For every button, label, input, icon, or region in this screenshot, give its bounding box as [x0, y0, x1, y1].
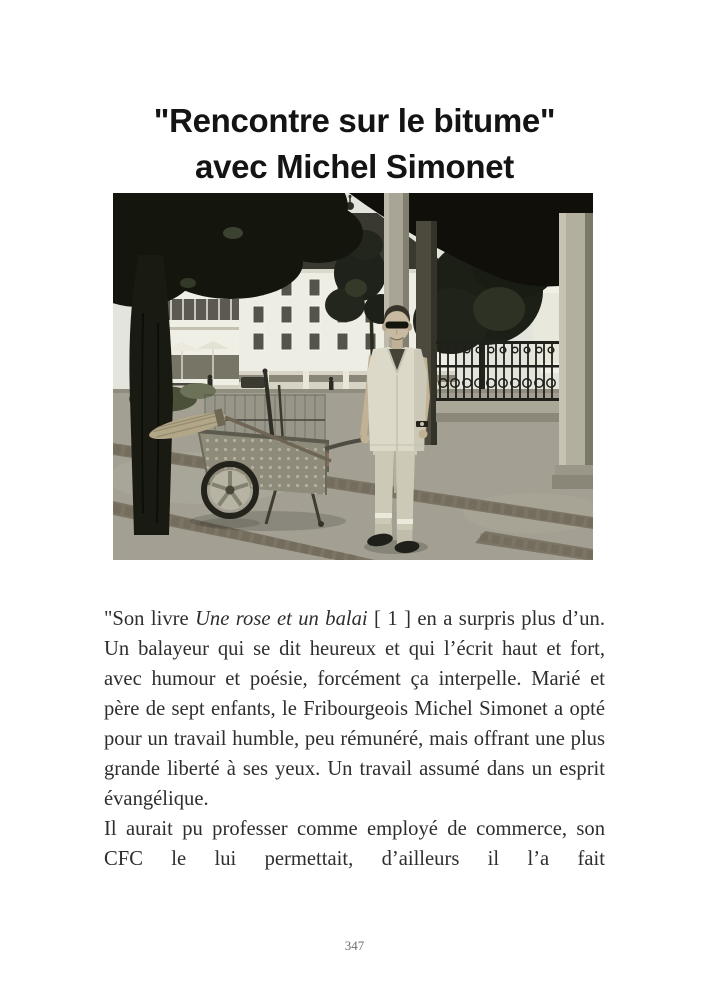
photo-michel-simonet — [113, 193, 593, 560]
paragraph-lead: "Son livre — [104, 608, 196, 630]
page-title-line2: avec Michel Simonet — [195, 148, 514, 186]
photo-illustration — [113, 193, 593, 560]
book-title-italic: Une rose et un balai — [195, 608, 368, 630]
page-title — [0, 98, 709, 190]
paragraph-rest: [ 1 ] en a surpris plus d’un. Un balayeur qui se dit heureux et qui l’écrit haut et fort, avec humour et poésie, forcément ça interpelle. Marié et père de sept enfants, le Fribourgeois Michel Simonet a opté pour un travail humble, peu rémunéré, mais offrant une plus grande liberté à ses yeux. Un travail assumé dans un esprit évangélique. — [104, 608, 605, 810]
article-body — [104, 604, 605, 874]
page-number: 347 — [344, 938, 365, 953]
article-paragraph-2: Il aurait pu professer comme employé de commerce, son CFC le lui permettait, d’ailleurs il l’a fait — [104, 818, 605, 870]
article-paragraph-1 — [104, 604, 605, 814]
page-title-line1: "Rencontre sur le bitume" — [153, 102, 556, 140]
